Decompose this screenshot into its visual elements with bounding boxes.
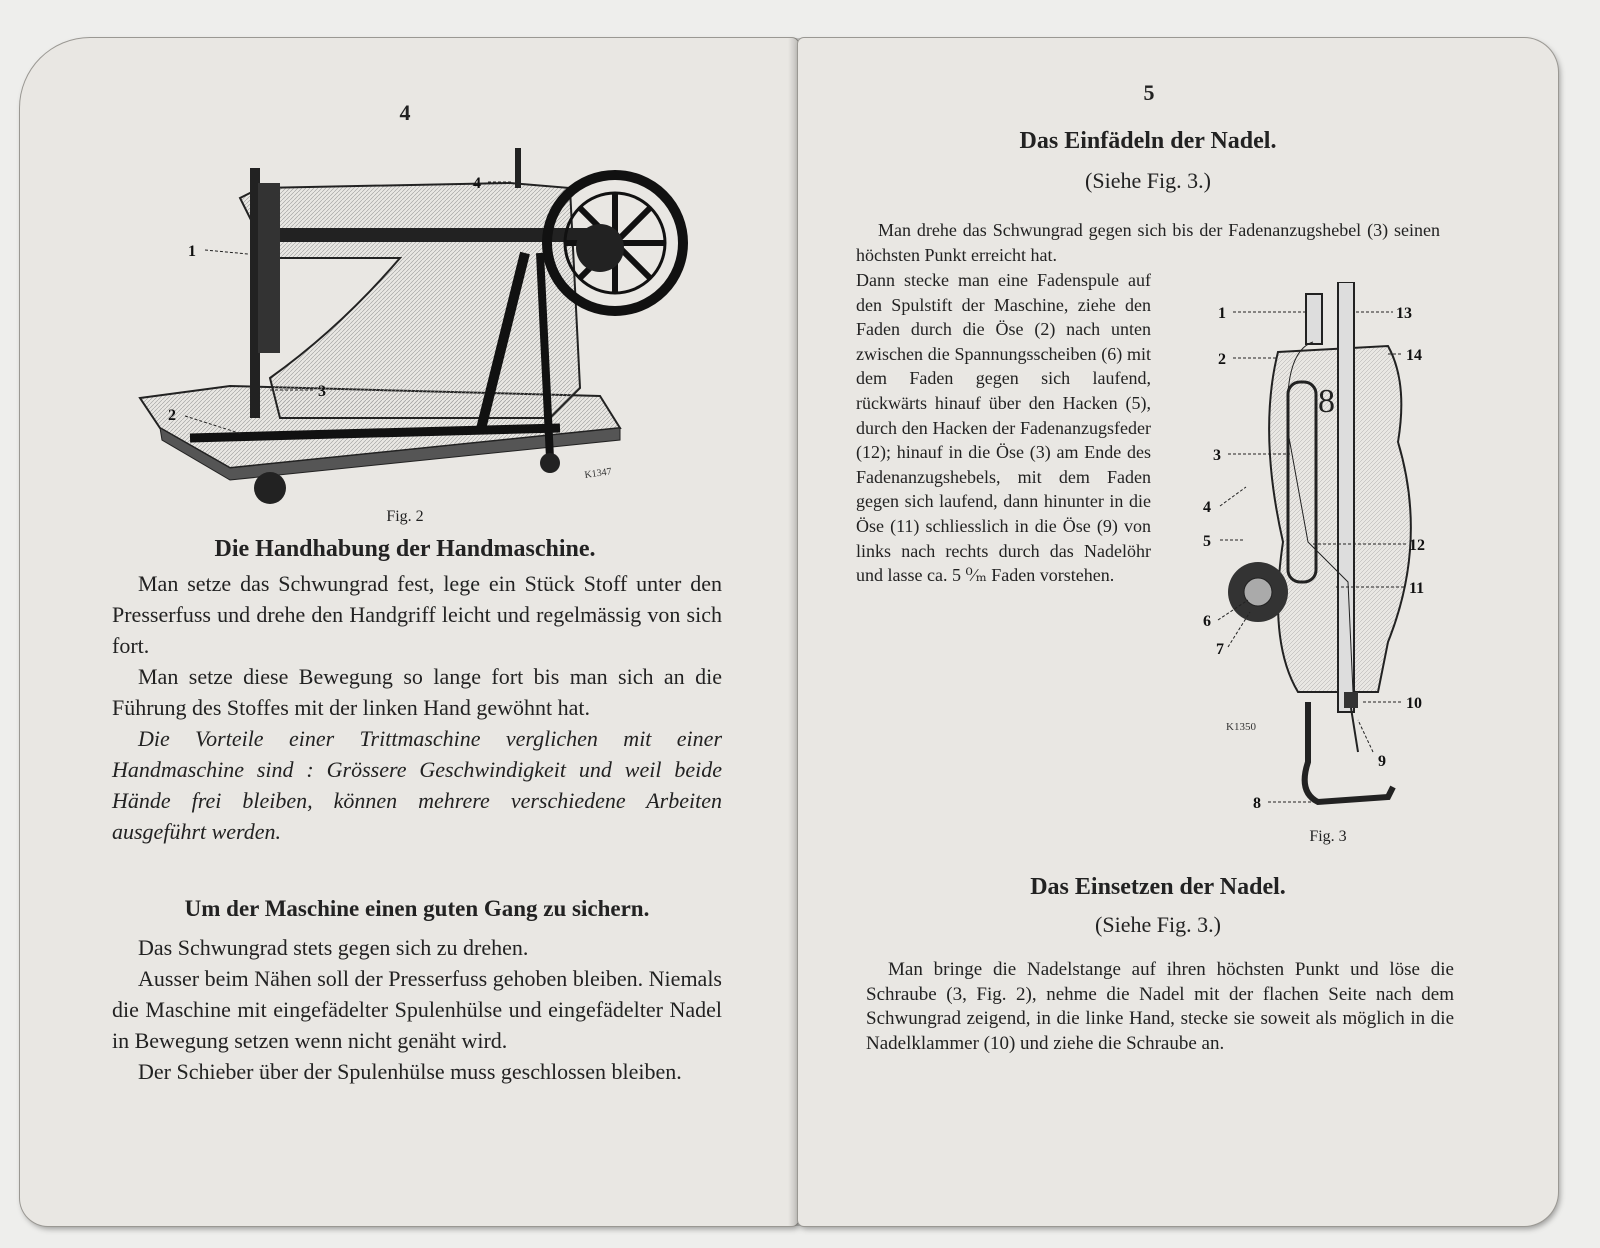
einfaedeln-continuation: Dann stecke man eine Fadenspule auf den Spulstift der Maschine, ziehe den Faden durch die Öse (2) nach unten zwischen die Spannungsscheiben (6) mit dem Faden gegen sich laufend, rückwärts hinauf über den Hacken (5), durch den Hacken der Fadenanzugsfeder (12); hinauf in die Öse (3) am Ende des Fadenanzugshebels, mit dem Faden gegen sich laufend, dann hinunter in die Öse (11) schliesslich in die Öse (9) von links nach rechts durch das Nadelöhr und lasse ca. 5 ⁰⁄ₘ Faden vorstehen. bbox=[856, 270, 1151, 586]
fig3-callout-5: 5 bbox=[1203, 533, 1211, 550]
paragraph: Man setze das Schwungrad fest, lege ein Stück Stoff unter den Presserfuss und drehe den Handgriff leicht und regelmässig von sich fort. bbox=[112, 571, 722, 658]
fig3-callout-3: 3 bbox=[1213, 447, 1221, 464]
section-subtitle-einfaedeln: (Siehe Fig. 3.) bbox=[1085, 168, 1211, 193]
fig3-callout-14: 14 bbox=[1406, 347, 1422, 364]
fig3-callout-10: 10 bbox=[1406, 695, 1422, 712]
fig3-callout-13: 13 bbox=[1396, 305, 1412, 322]
fig3-callout-6: 6 bbox=[1203, 613, 1211, 630]
section-body-handhabung bbox=[112, 568, 722, 847]
left-page bbox=[20, 38, 798, 1226]
right-page bbox=[798, 38, 1558, 1226]
page-number-right: 5 bbox=[1143, 80, 1155, 105]
section-title-handhabung: Die Handhabung der Handmaschine. bbox=[214, 536, 596, 562]
section-title-gang: Um der Maschine einen guten Gang zu sichern. bbox=[184, 896, 650, 921]
fig2-callout-3: 3 bbox=[318, 383, 326, 400]
paragraph-italic: Die Vorteile einer Trittmaschine verglichen mit einer Handmaschine sind : Grössere Geschwindigkeit und weil beide Hände frei bleiben, können mehrere verschiedene Arbeiten ausgeführt werden. bbox=[112, 726, 722, 844]
fig2-callout-2: 2 bbox=[168, 407, 176, 424]
fig3-callout-12: 12 bbox=[1409, 537, 1425, 554]
fig2-caption: Fig. 2 bbox=[386, 508, 424, 525]
paragraph: Ausser beim Nähen soll der Presserfuss gehoben bleiben. Niemals die Maschine mit eingefädelter Spulenhülse und eingefädelter Nadel in Bewegung setzen wenn nicht genäht wird. bbox=[112, 966, 722, 1053]
fig2-callout-1: 1 bbox=[188, 243, 196, 260]
paragraph: Der Schieber über der Spulenhülse muss geschlossen bleiben. bbox=[138, 1059, 682, 1084]
fig3-callout-11: 11 bbox=[1409, 580, 1425, 597]
fig3-callout-8: 8 bbox=[1253, 795, 1261, 812]
fig3-caption: Fig. 3 bbox=[1309, 828, 1347, 845]
fig2-code: K1347 bbox=[583, 466, 613, 481]
section-title-einsetzen: Das Einsetzen der Nadel. bbox=[1030, 874, 1286, 900]
paragraph: Das Schwungrad stets gegen sich zu drehen. bbox=[138, 935, 529, 960]
svg-text:8: 8 bbox=[1318, 383, 1335, 420]
page-number-left: 4 bbox=[399, 100, 411, 125]
fig3-code: K1350 bbox=[1226, 721, 1256, 733]
needle-threading-illustration bbox=[1188, 282, 1488, 822]
fig3-callout-4: 4 bbox=[1203, 499, 1211, 516]
fig3-callout-7: 7 bbox=[1216, 641, 1224, 658]
einfaedeln-intro: Man drehe das Schwungrad gegen sich bis der Fadenanzugshebel (3) seinen höchsten Punkt erreicht hat. bbox=[856, 220, 1440, 265]
section-body-gang bbox=[112, 932, 722, 1087]
fig2-callout-4: 4 bbox=[473, 175, 481, 192]
fig3-callout-2: 2 bbox=[1218, 351, 1226, 368]
sewing-machine-illustration bbox=[130, 128, 690, 508]
paragraph: Man setze diese Bewegung so lange fort bis man sich an die Führung des Stoffes mit der linken Hand gewöhnt hat. bbox=[112, 664, 722, 720]
einsetzen-body: Man bringe die Nadelstange auf ihren höchsten Punkt und löse die Schraube (3, Fig. 2), nehme die Nadel mit der flachen Seite nach dem Schwungrad zeigend, in die linke Hand, stecke sie soweit als möglich in die Nadelklammer (10) und ziehe die Schraube an. bbox=[866, 959, 1454, 1054]
fig3-callout-1: 1 bbox=[1218, 305, 1226, 322]
fig3-callout-9: 9 bbox=[1378, 753, 1386, 770]
section-title-einfaedeln: Das Einfädeln der Nadel. bbox=[1019, 128, 1277, 154]
section-subtitle-einsetzen: (Siehe Fig. 3.) bbox=[1095, 912, 1221, 937]
